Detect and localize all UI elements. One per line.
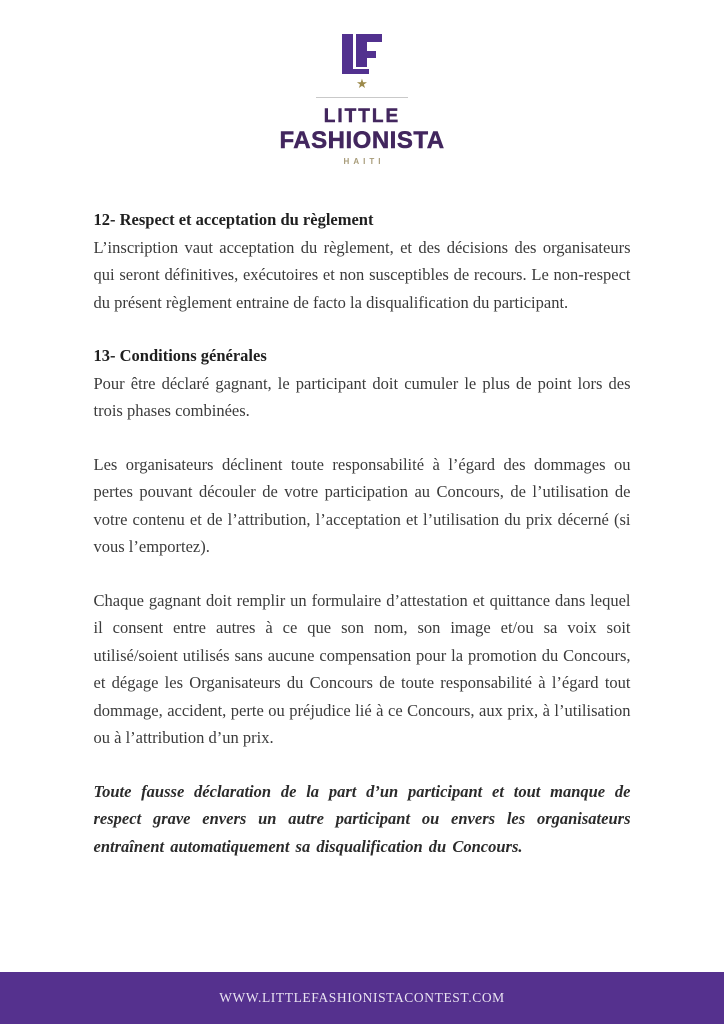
document-body (94, 206, 631, 860)
section-12-heading: 12- Respect et acceptation du règlement (93, 210, 374, 229)
footer-url: WWW.LITTLEFASHIONISTACONTEST.COM (219, 990, 505, 1005)
brand-logo (0, 0, 724, 166)
logo-title-line2: FASHIONISTA (279, 127, 445, 154)
disqualification-emphasis-paragraph: Toute fausse déclaration de la part d’un participant et tout manque de respect grave envers un autre participant ou envers les organisateurs entraînent automatiquement sa disqualification du Concours. (93, 781, 631, 856)
section-12-paragraph: L’inscription vaut acceptation du règlement, et des décisions des organisateurs qui seront définitives, exécutoires et non susceptibles de recours. Le non-respect du présent règlement entraine de facto la disqualification du participant. (93, 237, 631, 312)
lf-monogram-icon (341, 34, 383, 74)
section-13-heading: 13- Conditions générales (93, 346, 267, 365)
section-13-paragraph-1: Pour être déclaré gagnant, le participant doit cumuler le plus de point lors des trois phases combinées. (93, 373, 631, 420)
logo-divider (316, 97, 408, 98)
section-13-paragraph-3: Chaque gagnant doit remplir un formulaire d’attestation et quittance dans lequel il consent entre autres à ce que son nom, son image et/ou sa voix soit utilisé/soient utilisés sans aucune compensation pour la promotion du Concours, et dégage les Organisateurs du Concours de toute responsabilité à l’égard tout dommage, accident, perte ou préjudice lié à ce Concours, aux prix, à l’utilisation ou à l’attribution d’un prix. (93, 590, 631, 747)
section-13-paragraph-2: Les organisateurs déclinent toute responsabilité à l’égard des dommages ou pertes pouvant découler de votre participation au Concours, de l’utilisation de votre contenu et de l’attribution, l’acceptation et l’utilisation du prix décerné (si vous l’emportez). (93, 454, 631, 556)
logo-title-line1: LITTLE (323, 106, 401, 127)
logo-subtitle: HAITI (343, 157, 385, 166)
star-icon: ★ (356, 76, 368, 91)
footer-bar (0, 972, 724, 1024)
